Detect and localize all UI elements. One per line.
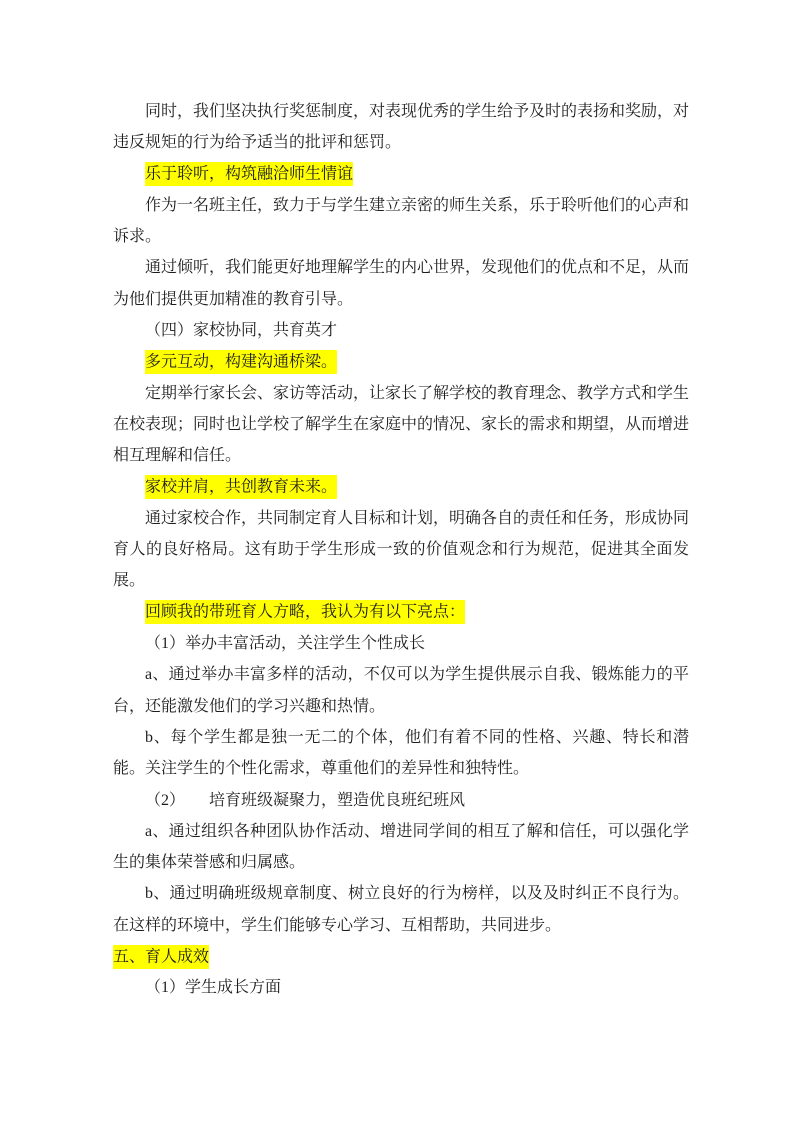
paragraph: [113, 503, 689, 597]
paragraph: [113, 972, 689, 1003]
paragraph: [113, 190, 689, 253]
highlighted-text: 五、育人成效: [113, 945, 209, 969]
paragraph: [113, 722, 689, 785]
paragraph: [113, 628, 689, 659]
paragraph-text: （四）家校协同，共育英才: [145, 322, 338, 340]
paragraph-text: a、通过组织各种团队协作活动、增进同学间的相互了解和信任，可以强化学生的集体荣誉感和归属感。: [113, 822, 689, 872]
paragraph-text: （1）举办丰富活动，关注学生个性成长: [145, 635, 426, 653]
paragraph-text: （1）学生成长方面: [145, 979, 282, 997]
highlighted-text: 乐于聆听，构筑融洽师生情谊: [145, 162, 353, 186]
highlighted-text: 回顾我的带班育人方略，我认为有以下亮点：: [145, 600, 465, 624]
paragraph: [113, 315, 689, 346]
highlighted-text: 家校并肩，共创教育未来。: [145, 475, 337, 499]
paragraph: [113, 378, 689, 472]
paragraph: [113, 659, 689, 722]
paragraph: [113, 159, 689, 190]
paragraph-text: a、通过举办丰富多样的活动，不仅可以为学生提供展示自我、锻炼能力的平台，还能激发他们的学习兴趣和热情。: [113, 666, 689, 715]
paragraph-text: 通过倾听，我们能更好地理解学生的内心世界，发现他们的优点和不足，从而为他们提供更加精准的教育引导。: [113, 259, 690, 308]
paragraph: [113, 346, 689, 377]
paragraph: [113, 96, 689, 159]
paragraph-text: 定期举行家长会、家访等活动，让家长了解学校的教育理念、教学方式和学生在校表现；同时也让学校了解学生在家庭中的情况、家长的需求和期望，从而增进相互理解和信任。: [113, 384, 690, 465]
paragraph: [113, 597, 689, 628]
paragraph: [113, 785, 689, 816]
paragraph-text: 通过家校合作，共同制定育人目标和计划，明确各自的责任和任务，形成协同育人的良好格局。这有助于学生形成一致的价值观念和行为规范，促进其全面发展。: [113, 509, 690, 590]
paragraph: [113, 878, 689, 941]
paragraph: [113, 472, 689, 503]
paragraph-text: 同时，我们坚决执行奖惩制度，对表现优秀的学生给予及时的表扬和奖励，对违反规矩的行为给予适当的批评和惩罚。: [113, 103, 690, 152]
paragraph-text: b、通过明确班级规章制度、树立良好的行为榜样，以及及时纠正不良行为。在这样的环境中，学生们能够专心学习、互相帮助，共同进步。: [113, 885, 689, 934]
paragraph: [113, 941, 689, 972]
paragraph-text: （2） 培育班级凝聚力，塑造优良班纪班风: [145, 791, 466, 809]
highlighted-text: 多元互动，构建沟通桥梁。: [145, 350, 337, 374]
paragraph-text: 作为一名班主任，致力于与学生建立亲密的师生关系，乐于聆听他们的心声和诉求。: [113, 196, 690, 246]
paragraph: [113, 252, 689, 315]
paragraph-text: b、每个学生都是独一无二的个体，他们有着不同的性格、兴趣、特长和潜能。关注学生的个性化需求，尊重他们的差异性和独特性。: [113, 728, 689, 778]
paragraph: [113, 816, 689, 879]
